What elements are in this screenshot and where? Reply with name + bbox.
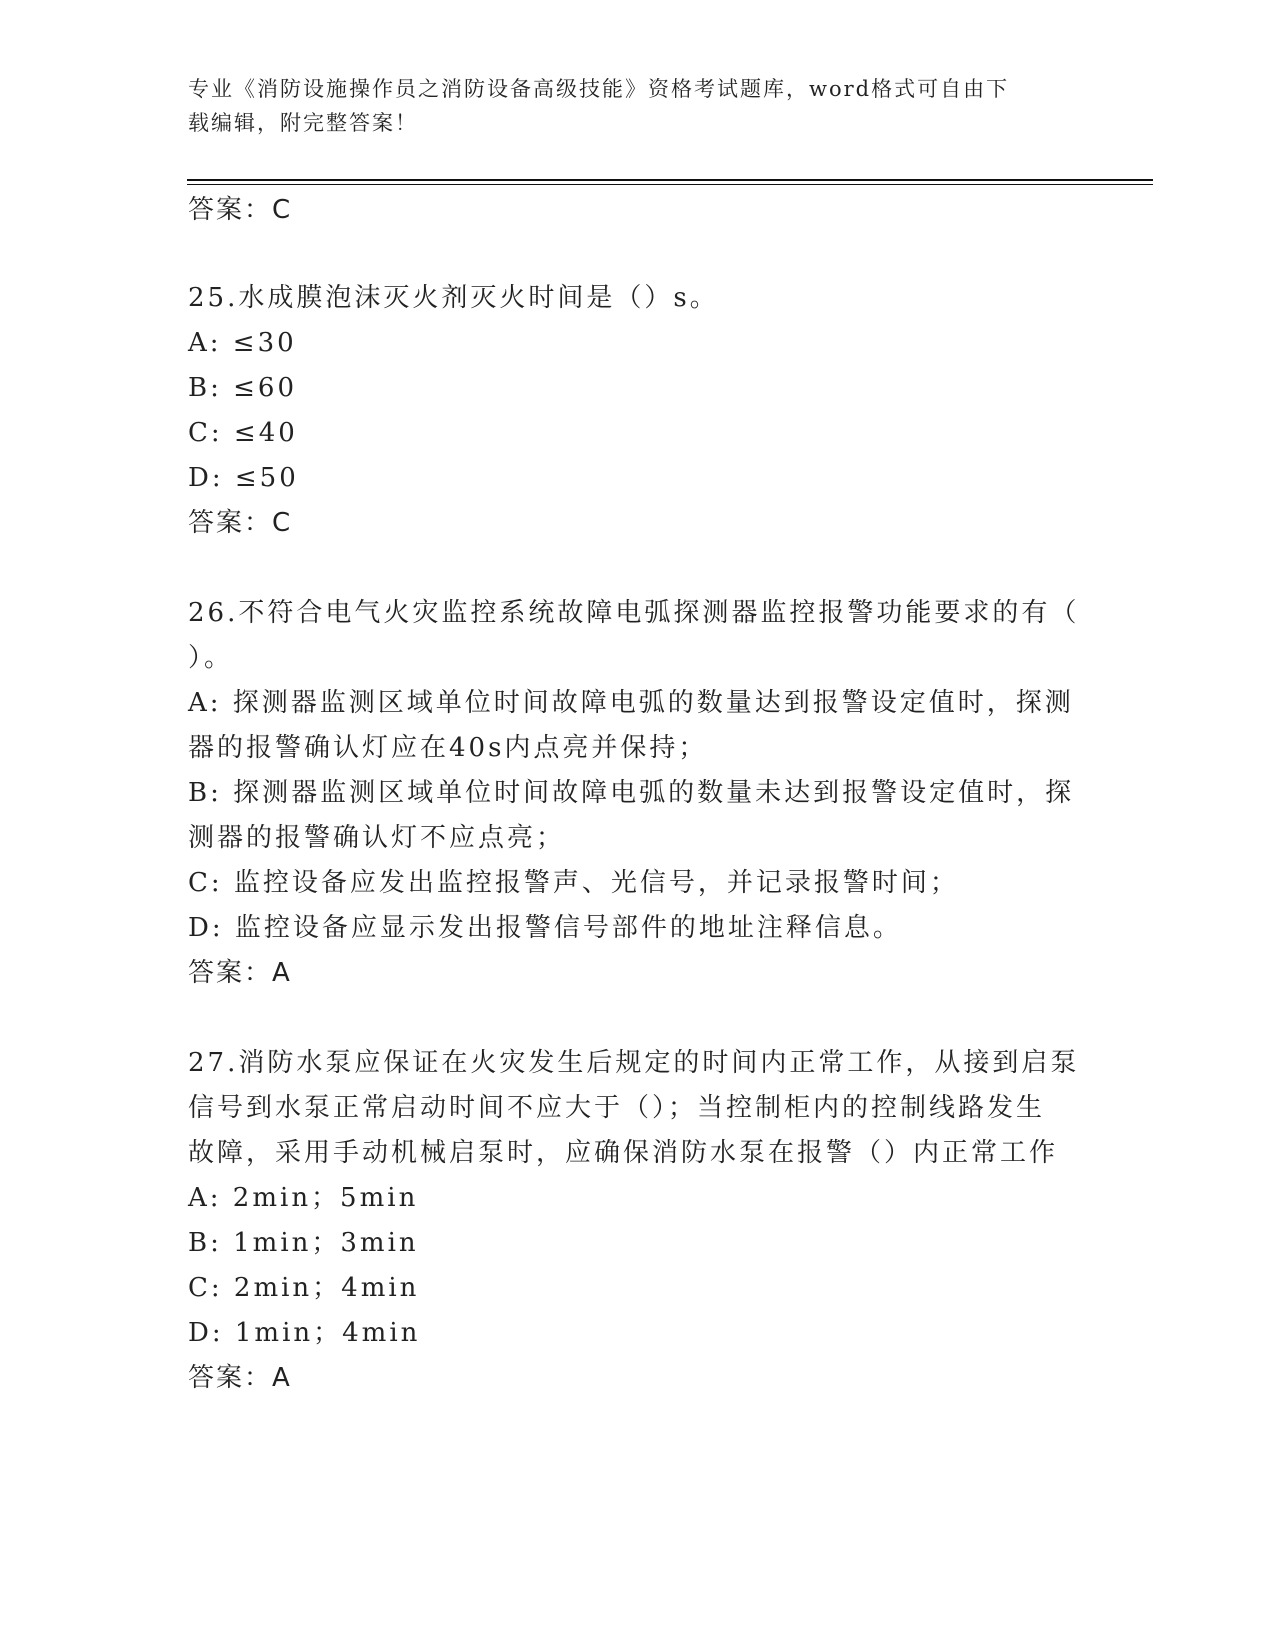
- question-26-stem-line-1: 26.不符合电气火灾监控系统故障电弧探测器监控报警功能要求的有（: [188, 598, 1080, 628]
- question-27-stem-line-3: 故障，采用手动机械启泵时，应确保消防水泵在报警（）内正常工作: [188, 1138, 1059, 1168]
- question-26-answer: 答案：A: [188, 958, 292, 988]
- question-27-stem-line-2: 信号到水泵正常启动时间不应大于（）；当控制柜内的控制线路发生: [188, 1093, 1046, 1123]
- question-26-option-b-line-1: B: 探测器监测区域单位时间故障电弧的数量未达到报警设定值时，探: [188, 778, 1075, 808]
- question-25-option-c: C: ≤40: [188, 418, 298, 448]
- question-27-option-a: A: 2min；5min: [188, 1183, 419, 1213]
- question-25-option-d: D: ≤50: [188, 463, 299, 493]
- question-26-stem-line-2: ）。: [188, 643, 234, 673]
- header-line-1: 专业《消防设施操作员之消防设备高级技能》资格考试题库，word格式可自由下: [188, 77, 1010, 101]
- question-27-option-c: C: 2min；4min: [188, 1273, 420, 1303]
- header-divider-thick: [187, 179, 1153, 181]
- question-27-option-d: D: 1min；4min: [188, 1318, 421, 1348]
- question-26-option-a-line-2: 器的报警确认灯应在40s内点亮并保持；: [188, 733, 708, 763]
- question-27-answer: 答案：A: [188, 1363, 292, 1393]
- document-header: [188, 72, 1068, 140]
- question-25-option-b: B: ≤60: [188, 373, 297, 403]
- question-25-stem: 25.水成膜泡沫灭火剂灭火时间是（）s。: [188, 283, 719, 313]
- question-25-option-a: A: ≤30: [188, 328, 297, 358]
- header-line-2: 载编辑，附完整答案！: [188, 111, 418, 135]
- question-25-answer: 答案：C: [188, 508, 293, 538]
- question-26-option-b-line-2: 测器的报警确认灯不应点亮；: [188, 823, 566, 853]
- question-26-option-c: C: 监控设备应发出监控报警声、光信号，并记录报警时间；: [188, 868, 959, 898]
- question-26-option-d: D: 监控设备应显示发出报警信号部件的地址注释信息。: [188, 913, 902, 943]
- question-26-option-a-line-1: A: 探测器监测区域单位时间故障电弧的数量达到报警设定值时，探测: [188, 688, 1074, 718]
- question-27-stem-line-1: 27.消防水泵应保证在火灾发生后规定的时间内正常工作，从接到启泵: [188, 1048, 1080, 1078]
- previous-answer: 答案：C: [188, 195, 293, 225]
- question-27-option-b: B: 1min；3min: [188, 1228, 419, 1258]
- header-divider-thin: [187, 184, 1153, 185]
